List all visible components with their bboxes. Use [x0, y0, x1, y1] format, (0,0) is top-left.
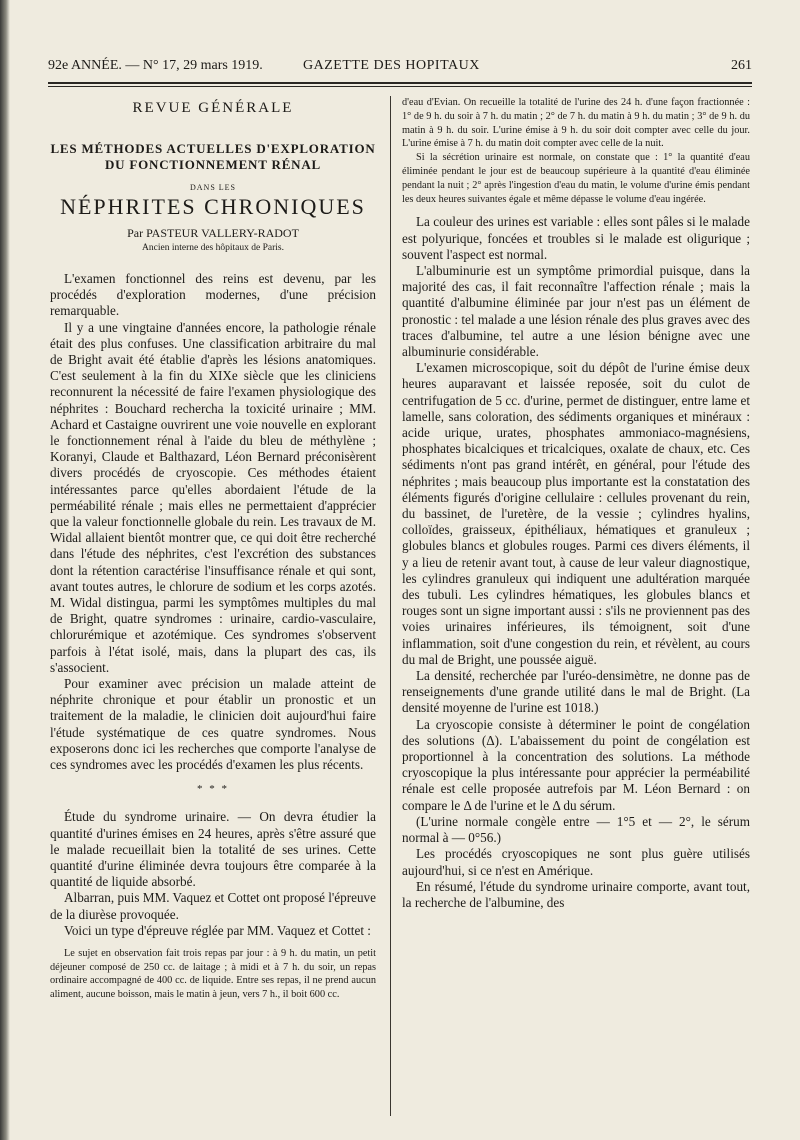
header-journal-title: GAZETTE DES HOPITAUX — [303, 58, 480, 73]
article-main-title: NÉPHRITES CHRONIQUES — [60, 194, 366, 219]
spacer — [402, 206, 750, 214]
right-column — [402, 96, 750, 911]
paragraph: L'albuminurie est un symptôme primordial puisque, dans la majorité des cas, il fait reconnaître l'affection rénale ; mais la quantité d'albumine éliminée par jour n'est pas un élément de pronostic : tel malade a une lésion rénale des plus graves avec des traces d'albumine, tel autre a une lésion bénigne avec une albuminurie considérable. — [402, 262, 750, 359]
paragraph: Albarran, puis MM. Vaquez et Cottet ont proposé l'épreuve de la diurèse provoquée. — [50, 890, 376, 922]
page-binding-edge — [0, 0, 10, 1140]
paragraph: Il y a une vingtaine d'années encore, la pathologie rénale était des plus confuses. Une classification arbitraire du mal de Bright avait été établie d'après les lésions anatomiques. C'est seulement à la fin du XIXe siècle que les cliniciens reconnurent la nécessité de faire l'examen physiologique des néphrites : Bouchard rechercha la toxicité urinaire ; MM. Achard et Castaigne ouvrirent une voie nouvelle en explorant le fonctionnement rénal à l'aide du bleu de méthylène ; Koranyi, Claude et Balthazard, Léon Bernard préconisèrent divers procédés de cryoscopie. Ces méthodes étaient intéressantes parce qu'elles abordaient l'étude de la perméabilité rénale ; mais elles ne permettaient d'apprécier que la valeur fonctionnelle globale du rein. Les travaux de M. Widal allaient bientôt montrer que, ce qui doit être recherché dans l'étude des néphrites, c'est l'excrétion des substances dont la rétention caractérise l'insuffisance rénale et qui sont, avant toutes autres, le chlorure de sodium et les corps azotés. M. Widal distingua, parmi les symptômes multiples du mal de Bright, quatre syndromes : urinaire, cardio-vasculaire, chlorurémique et azotémique. Ces syndromes s'observent parfois à l'état isolé, mais, dans la plupart des cas, ils s'associent. — [50, 319, 376, 675]
spacer — [50, 939, 376, 947]
paragraph: Étude du syndrome urinaire. — On devra étudier la quantité d'urines émises en 24 heures, après s'être assuré que le malade recueillait bien la totalité de ses urines. Cette quantité d'urine éliminée devra toujours être comparée à la quantité de liquide absorbé. — [50, 809, 376, 890]
paragraph: L'examen fonctionnel des reins est devenu, par les procédés d'exploration modernes, d'une précision remarquable. — [50, 271, 376, 319]
header-page-number: 261 — [731, 58, 752, 73]
paragraph: La couleur des urines est variable : elles sont pâles si le malade est polyurique, foncées et troubles si le malade est oligurique ; souvent l'aspect est normal. — [402, 214, 750, 262]
article-title-connector: DANS LES — [189, 183, 236, 192]
article-title-line2: DU FONCTIONNEMENT RÉNAL — [104, 157, 322, 172]
small-print-paragraph: Le sujet en observation fait trois repas par jour : à 9 h. du matin, un petit déjeuner composé de 250 cc. de laitage ; à midi et à 7 h. du soir, un repas ordinaire accompagné de 400 cc. de liquide. Entre ses repas, il ne prend aucun aliment, aucune boisson, mais le matin à jeun, vers 7 h., il boit 600 cc. — [50, 947, 376, 1000]
small-print-paragraph: Si la sécrétion urinaire est normale, on constate que : 1° la quantité d'eau éliminée pendant le jour est de beaucoup supérieure à la quantité d'eau éliminée pendant la nuit ; 2° après l'ingestion d'eau du matin, le volume d'urine émis pendant les deux heures suivantes égale et même dépasse le volume d'eau ingérée. — [402, 152, 750, 205]
paragraph: Voici un type d'épreuve réglée par MM. Vaquez et Cottet : — [64, 922, 371, 938]
header-issue: 92e ANNÉE. — N° 17, 29 mars 1919. — [48, 58, 263, 73]
paragraph: La densité, recherchée par l'uréo-densimètre, ne donne pas de renseignements d'une grande utilité dans le mal de Bright. (La densité moyenne de l'urine est 1018.) — [402, 668, 750, 716]
paragraph: Les procédés cryoscopiques ne sont plus guère utilisés aujourd'hui, si ce n'est en Amérique. — [402, 846, 750, 878]
header-rule-thick — [48, 82, 752, 84]
header-rule-thin — [48, 86, 752, 87]
paragraph: L'examen microscopique, soit du dépôt de l'urine émise deux heures auparavant et laissée reposée, soit du culot de centrifugation de 5 cc. d'urine, permet de distinguer, entre lame et lamelle, sans coloration, des sédiments organiques et minéraux : acide urique, urates, phosphates ammoniaco-magnésiens, phosphates bicalciques et tricalciques, oxalate de chaux, etc. Ces sédiments n'ont pas grand intérêt, en général, pour l'étude des néphrites ; mais beaucoup plus importante est la constatation des éléments figurés d'origine cellulaire : cellules provenant du rein, du bassinet, de l'uretère, de la vessie ; cylindres hyalins, colloïdes, graisseux, épithéliaux, hématiques et granuleux ; globules blancs et globules rouges. Parmi ces divers éléments, il y a lieu de retenir avant tout, à cause de leur valeur diagnostique, les cylindres granuleux qui indiquent une adultération marquée des tubuli. Les cylindres hématiques, les globules blancs et rouges sont un signe important aussi : s'ils ne proviennent pas des voies urinaires inférieures, ils témoignent, soit d'une inflammation, soit d'une congestion du rein, et révèlent, au cours du mal de Bright, une poussée aiguë. — [402, 360, 750, 667]
article-author-role: Ancien interne des hôpitaux de Paris. — [142, 243, 284, 253]
page-header — [48, 58, 752, 80]
left-column — [50, 96, 376, 1001]
section-label: REVUE GÉNÉRALE — [132, 100, 294, 116]
section-separator: * * * — [197, 783, 229, 796]
paragraph: (L'urine normale congèle entre — 1°5 et — 2°, le sérum normal à — 0°56.) — [402, 813, 750, 846]
small-print-paragraph: d'eau d'Evian. On recueille la totalité de l'urine des 24 h. d'une façon fractionnée : 1° de 9 h. du soir à 7 h. du matin ; 2° de 7 h. du matin à 9 h. du matin ; 3° de 9 h. du matin à 9 h. du soir. L'urine émise à 9 h. du soir doit compter avec celle du jour. L'urine émise à 7 h. du matin doit compter avec celle de la nuit. — [402, 97, 750, 150]
article-author: Par PASTEUR VALLERY-RADOT — [127, 226, 299, 240]
column-divider — [390, 96, 391, 1116]
paragraph: La cryoscopie consiste à déterminer le point de congélation des solutions (Δ). L'abaissement du point de congélation est proportionnel à la concentration des solutions. La méthode cryoscopique la plus intéressante pour apprécier la perméabilité rénale est celle proposée autrefois par M. Léon Bernard : on compare le Δ de l'urine et le Δ du sérum. — [402, 716, 750, 813]
paragraph: En résumé, l'étude du syndrome urinaire comporte, avant tout, la recherche de l'albumine, des — [402, 878, 750, 910]
paragraph: Pour examiner avec précision un malade atteint de néphrite chronique et pour établir un pronostic et un traitement de la maladie, le clinicien doit aujourd'hui faire l'étude systématique de ces quatre syndromes. Nous exposerons donc ici les recherches que comporte l'analyse de ces syndromes avec les procédés d'examen les plus récents. — [50, 676, 376, 773]
article-title-line1: LES MÉTHODES ACTUELLES D'EXPLORATION — [50, 141, 376, 156]
